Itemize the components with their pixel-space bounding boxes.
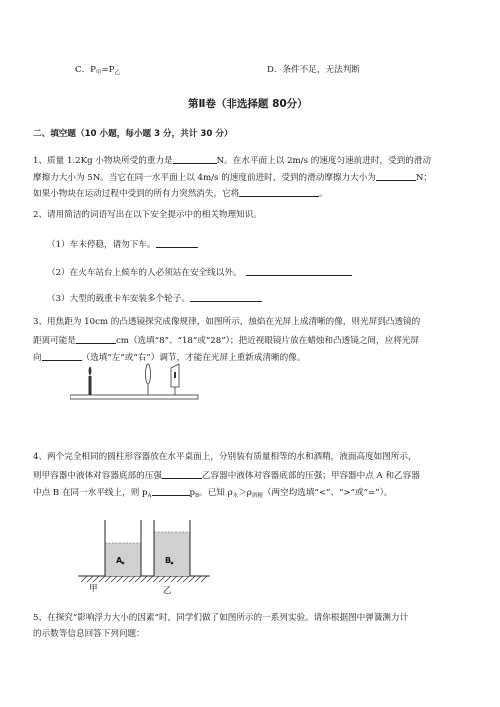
container-yi (154, 520, 190, 576)
answer-blank[interactable] (246, 266, 352, 276)
option-d: D．条件不足，无法判断 (267, 65, 360, 75)
q4-line3: 中点 B 在同一水平线上，则 $p_A$ $p_B$。已知 $\rho_水>\rho_{酒精}$（两空均选填“<”、“>”或“=”）。 (33, 488, 393, 499)
answer-blank[interactable] (156, 238, 198, 248)
answer-blank[interactable] (162, 469, 202, 479)
q4-line2: 则甲容器中液体对容器底部的压强 乙容器中液体对容器底部的压强；甲容器中点 A 和乙容器 (33, 471, 420, 481)
q2-intro: 2、请用简洁的词语写出在以下安全提示中的相关物理知识。 (33, 210, 262, 220)
part-title: 第Ⅱ卷（非选择题 80分） (188, 98, 308, 110)
containers-figure (75, 512, 215, 600)
q1-line2: 摩擦力大小为 5N。当它在同一水平面上以 4m/s 的速度前进时，受到的滑动摩擦力大小为 N； (33, 173, 433, 183)
q3-line2: 距离可能是 cm（选填“8”、“18”或“28”）；把近视眼镜片放在蜡烛和凸透镜之间，应将光屏 (33, 336, 419, 346)
label-yi: 乙 (163, 586, 172, 596)
q3-line1: 3、用焦距为 10cm 的凸透镜探究成像规律，如图所示，烛焰在光屏上成清晰的像，则光屏到凸透镜的 (33, 317, 421, 327)
answer-blank[interactable] (376, 171, 416, 181)
ground-surface (78, 576, 210, 582)
q1-line3: 如果小物块在运动过程中受到的所有力突然消失，它将 。 (33, 189, 328, 199)
answer-blank[interactable] (76, 334, 116, 344)
candle-icon (89, 366, 92, 395)
optical-bench-figure (70, 360, 200, 408)
answer-blank[interactable] (152, 486, 190, 496)
optical-rail (70, 395, 198, 399)
q5-line2: 的示数等信息回答下列问题： (33, 629, 145, 639)
label-jia: 甲 (89, 584, 98, 594)
q4-line1: 4、两个完全相同的圆柱形容器放在水平桌面上，分别装有质量相等的水和酒精，液面高度如图所示， (33, 452, 417, 462)
q2-item2: （2）在火车站台上候车的人必须站在安全线以外。 (47, 266, 352, 278)
option-c: C．$P_甲=P_乙$ (75, 65, 120, 76)
container-jia (105, 520, 141, 576)
answer-blank[interactable] (173, 154, 217, 164)
q2-item1: （1）车未停稳，请勿下车。 (47, 238, 198, 250)
q1-line1: 1、质量 1.2Kg 小物块所受的重力是 N。在水平面上以 2m/s 的速度匀速前进时，受到的滑动 (33, 156, 432, 166)
q3-line3: 向 （选填“左”或“右”）调节，才能在光屏上重新成清晰的像。 (33, 353, 306, 363)
section-title: 二、填空题（10 小题，每小题 3 分，共计 30 分） (33, 129, 233, 139)
answer-blank[interactable] (190, 292, 262, 302)
point-b-label: B (165, 556, 172, 565)
q2-item3: （3）大型的载重卡车安装多个轮子。 (47, 292, 262, 304)
answer-blank[interactable] (239, 187, 319, 197)
q5-line1: 5、在探究“影响浮力大小的因素”时，同学们做了如图所示的一系列实验。请你根据图中弹簧测力计 (33, 613, 409, 623)
lens-icon (146, 364, 151, 395)
point-a-label: A (116, 556, 123, 565)
screen-icon (171, 364, 179, 395)
